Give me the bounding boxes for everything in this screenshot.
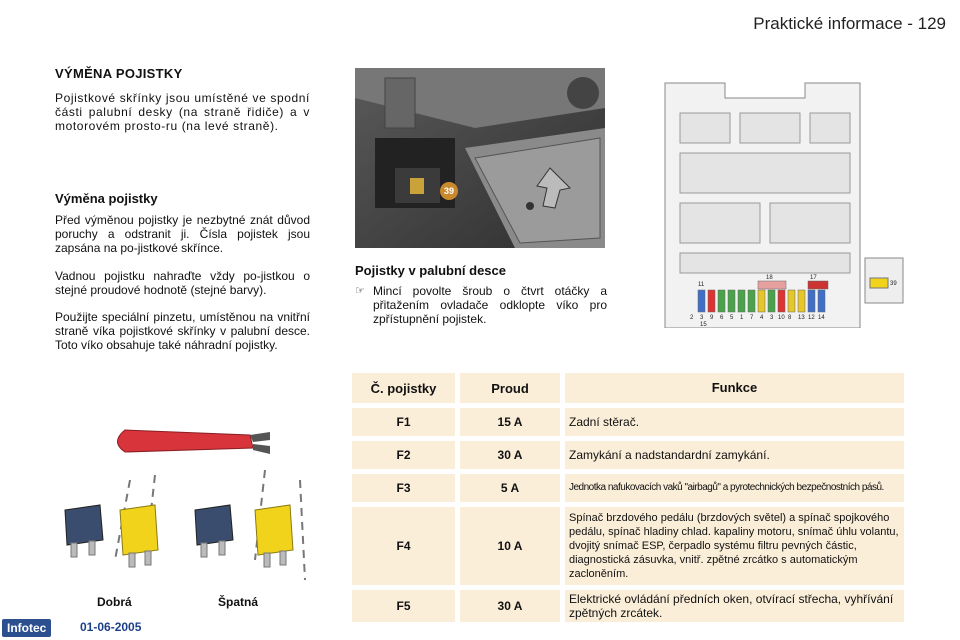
fuse-box-diagram — [660, 78, 905, 328]
fuse-current: 30 A — [460, 441, 560, 469]
fuse-label: 9 — [710, 315, 714, 321]
fuse-current: 30 A — [460, 590, 560, 622]
fuse-function: Zamykání a nadstandardní zamykání. — [565, 441, 904, 469]
footer-date: 01-06-2005 — [80, 620, 142, 634]
fuse-label: 14 — [818, 315, 825, 321]
paragraph-before-replacement: Před výměnou pojistky je nezbytné znát důvod poruchy a odstranit ji. Čísla pojistek jsou zapsána na po-jistkové skřínce. — [55, 213, 310, 255]
fuse-label: 5 — [730, 315, 734, 321]
fuse-function: Zadní stěrač. — [565, 408, 904, 436]
fuse-current: 5 A — [460, 474, 560, 502]
fuse-number: F5 — [352, 590, 455, 622]
table-row — [352, 590, 904, 622]
fuse-label: 1 — [740, 315, 744, 321]
fuse-function: Elektrické ovládání předních oken, otvírací střecha, vyhřívání zpětných zrcátek. — [565, 590, 904, 622]
table-row — [352, 474, 904, 502]
caption-bad: Špatná — [218, 595, 259, 609]
table-row — [352, 408, 904, 436]
fuse-label: 2 — [690, 315, 694, 321]
fuse-label: 7 — [750, 315, 754, 321]
fuse-function: Spínač brzdového pedálu (brzdových světel) a spínač spojkového pedálu, spínač hladiny chlad. kapaliny motoru, snímač úhlu volantu, dvojitý snímač ESP, čerpadlo systému filtru pevných částic, diagnostická zásuvka, vnitř. zpětné zrcátko s automatickým zacloněním. — [565, 507, 904, 585]
fuse-number: F2 — [352, 441, 455, 469]
fuse-number: F4 — [352, 507, 455, 585]
fuse-tweezer-illustration — [55, 410, 315, 600]
fuse-current: 15 A — [460, 408, 560, 436]
fuse-label: 8 — [788, 315, 792, 321]
fuse-number: F1 — [352, 408, 455, 436]
photo-label: Pojistky v palubní desce — [355, 263, 506, 278]
caption-good: Dobrá — [97, 595, 132, 609]
fuse-label: 6 — [720, 315, 724, 321]
table-row — [352, 507, 904, 585]
paragraph-same-rating: Vadnou pojistku nahraďte vždy po-jistkou o stejné proudové hodnotě (stejné barvy). — [55, 269, 310, 297]
fuse-label: 4 — [760, 315, 764, 321]
table-header-row — [352, 373, 904, 403]
fuse-label: 11 — [698, 282, 705, 288]
fuse-label: 15 — [700, 322, 707, 328]
subsection-heading: Výměna pojistky — [55, 191, 158, 206]
fuse-current: 10 A — [460, 507, 560, 585]
paragraph-tweezers: Použijte speciální pinzetu, umístěnou na vnitřní straně víka pojistkové skřínky v palubní desce. Toto víko obsahuje také náhradní pojistky. — [55, 310, 310, 352]
dashboard-photo — [355, 68, 605, 248]
table-row — [352, 441, 904, 469]
fuse-label: 3 — [770, 315, 774, 321]
infotec-logo: Infotec — [2, 619, 51, 637]
header-function: Funkce — [565, 373, 904, 403]
fuse-label: 13 — [798, 315, 805, 321]
fuse-function: Jednotka nafukovacích vaků "airbagů" a pyrotechnických bezpečnostních pásů. — [565, 474, 904, 502]
pointing-hand-icon: ☞ — [355, 285, 365, 297]
section-heading-fuse-replacement: VÝMĚNA POJISTKY — [55, 66, 183, 81]
fuse-label: 12 — [808, 315, 815, 321]
fuse-label: 10 — [778, 315, 785, 321]
page-header: Praktické informace - 129 — [753, 14, 946, 33]
instruction-text: Mincí povolte šroub o čtvrt otáčky a přitažením ovladače odklopte víko pro zpřístupnění pojistek. — [373, 284, 607, 326]
instruction-bullet — [355, 284, 607, 326]
header-current: Proud — [460, 373, 560, 403]
header-fuse-number: Č. pojistky — [352, 373, 455, 403]
fuse-label: 18 — [766, 275, 773, 281]
fuse-label: 39 — [890, 281, 897, 287]
fuse-number: F3 — [352, 474, 455, 502]
intro-paragraph: Pojistkové skřínky jsou umístěné ve spodní části palubní desky (na straně řidiče) a v motorovém prosto-ru (na levé straně). — [55, 91, 310, 133]
fuse-label: 17 — [810, 275, 817, 281]
fuse-table — [352, 373, 904, 627]
badge-39: 39 — [440, 182, 458, 200]
fuse-label: 3 — [700, 315, 704, 321]
